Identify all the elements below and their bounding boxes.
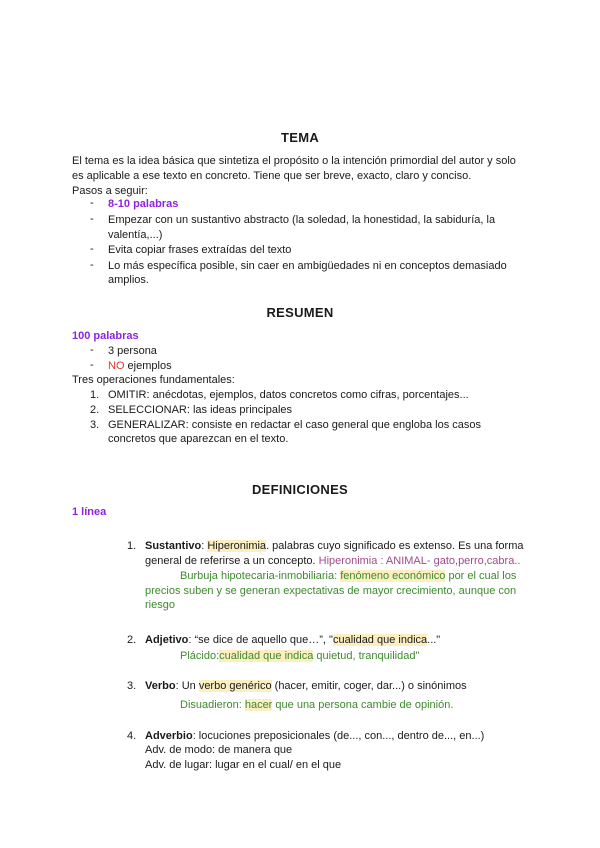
resumen-bullet-2: NO ejemplos	[108, 360, 172, 372]
tema-steps-label: Pasos a seguir:	[72, 185, 148, 197]
def-sustantivo-line-1: Sustantivo: Hiperonimia. palabras cuyo significado es extenso. Es una forma	[145, 540, 524, 552]
resumen-words: 100 palabras	[72, 330, 139, 342]
tema-bullet-3: Evita copiar frases extraídas del texto	[108, 244, 292, 256]
tema-bullet-4-line-2: amplios.	[108, 274, 149, 286]
tema-intro-line-1: El tema es la idea básica que sintetiza el propósito o la intención primordial del autor y solo	[72, 155, 516, 167]
definiciones-subtitle: 1 línea	[72, 506, 107, 518]
resumen-ops-label: Tres operaciones fundamentales:	[72, 374, 235, 386]
tema-bullet-4-line-1: Lo más específica posible, sin caer en ambigüedades ni en conceptos demasiado	[108, 260, 507, 272]
def-number: 1.	[127, 540, 137, 552]
def-number: 3.	[127, 680, 137, 692]
def-adjetivo-line-1: Adjetivo: “se dice de aquello que…”, "cualidad que indica..."	[145, 634, 441, 646]
def-sustantivo-example-1: Burbuja hipotecaria-inmobiliaria: fenómeno económico por el cual los	[180, 570, 517, 582]
tema-heading: TEMA	[280, 130, 320, 145]
resumen-bullet-1: 3 persona	[108, 345, 157, 357]
no-word: NO	[108, 360, 125, 372]
bullet-dash: -	[90, 259, 94, 271]
bullet-dash: -	[90, 359, 94, 371]
resumen-op-3-line-1: GENERALIZAR: consiste en redactar el caso general que engloba los casos	[108, 419, 481, 431]
def-sustantivo-line-2: general de referirse a un concepto. Hiperonimia : ANIMAL- gato,perro,cabra..	[145, 555, 521, 567]
def-number: 4.	[127, 730, 137, 742]
op-number: 2.	[90, 404, 100, 416]
resumen-op-1: OMITIR: anécdotas, ejemplos, datos concretos como cifras, porcentajes...	[108, 389, 469, 401]
resumen-op-3-line-2: concretos que aparezcan en el texto.	[108, 433, 289, 445]
tema-intro-line-2: es aplicable a ese texto en concreto. Tiene que ser breve, exacto, claro y conciso.	[72, 170, 472, 182]
def-verbo-example: Disuadieron: hacer que una persona cambie de opinión.	[180, 699, 454, 711]
definiciones-heading: DEFINICIONES	[251, 482, 349, 497]
def-verbo-line-1: Verbo: Un verbo genérico (hacer, emitir, coger, dar...) o sinónimos	[145, 680, 467, 692]
tema-bullet-2-line-2: valentía,...)	[108, 229, 163, 241]
bullet-dash: -	[90, 213, 94, 225]
def-number: 2.	[127, 634, 137, 646]
bullet-dash: -	[90, 344, 94, 356]
op-number: 1.	[90, 389, 100, 401]
def-sustantivo-example-2: precios suben y se generan expectativas de mayor crecimiento, aunque con	[145, 585, 517, 597]
resumen-heading: RESUMEN	[266, 305, 334, 320]
op-number: 3.	[90, 419, 100, 431]
bullet-dash: -	[90, 243, 94, 255]
tema-bullet-1: 8-10 palabras	[108, 198, 179, 210]
bullet-dash: -	[90, 197, 94, 209]
def-adjetivo-example: Plácido:cualidad que indica quietud, tranquilidad"	[180, 650, 420, 662]
def-sustantivo-example-3: riesgo	[145, 599, 175, 611]
tema-bullet-2-line-1: Empezar con un sustantivo abstracto (la soledad, la honestidad, la sabiduría, la	[108, 214, 496, 226]
def-adverbio-line-3: Adv. de lugar: lugar en el cual/ en el que	[145, 759, 342, 771]
def-adverbio-line-1: Adverbio: locuciones preposicionales (de..., con..., dentro de..., en...)	[145, 730, 485, 742]
def-adverbio-line-2: Adv. de modo: de manera que	[145, 744, 293, 756]
resumen-op-2: SELECCIONAR: las ideas principales	[108, 404, 293, 416]
